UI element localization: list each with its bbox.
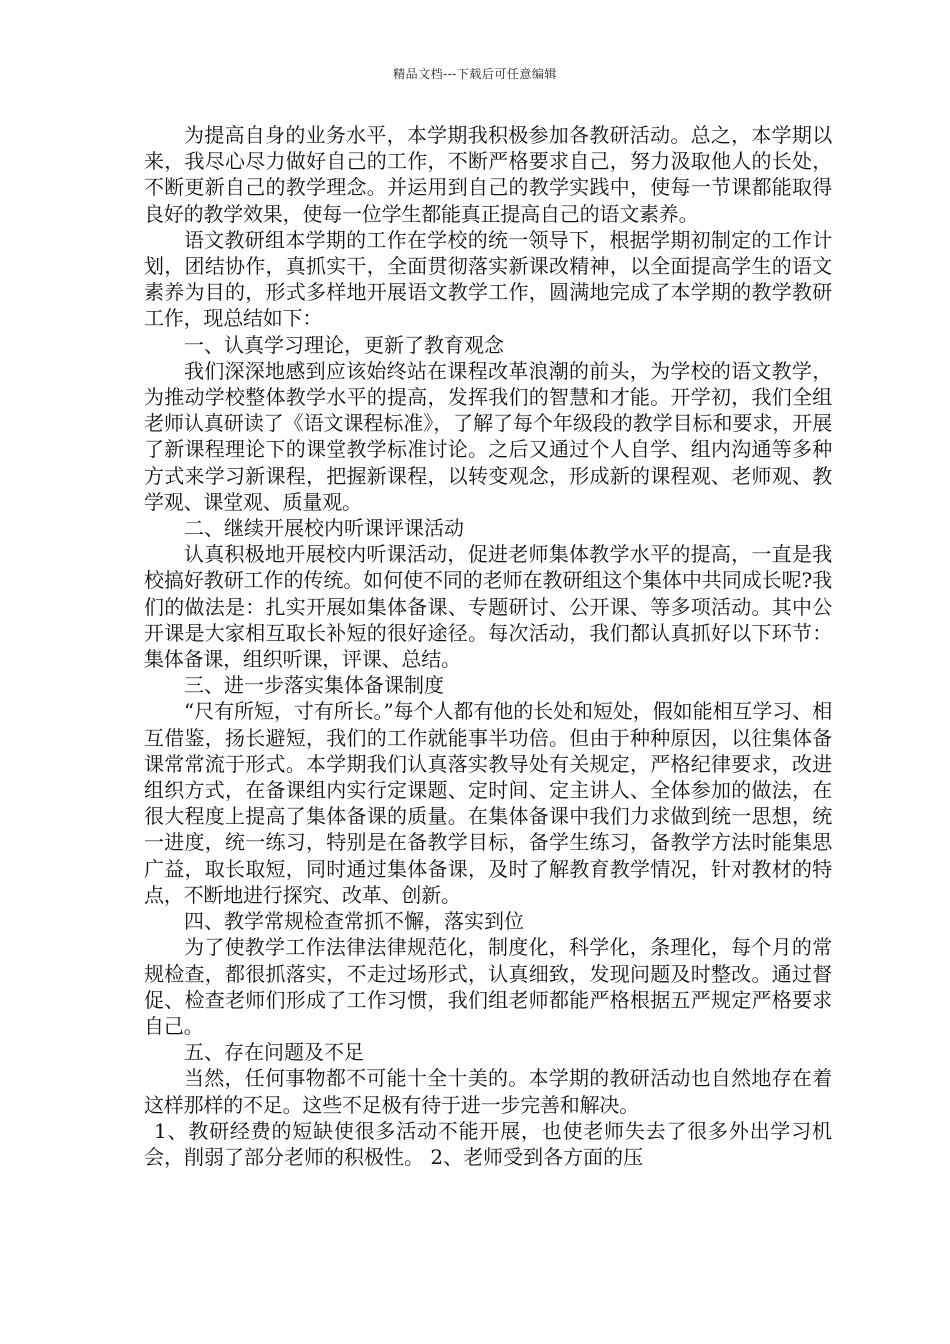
paragraph: 认真积极地开展校内听课活动，促进老师集体教学水平的提高，一直是我校搞好教研工作的传统。如何使不同的老师在教研组这个集体中共同成长呢?我们的做法是：扎实开展如集体备课、专题研讨、公开课、等多项活动。其中公开课是大家相互取长补短的很好途径。每次活动，我们都认真抓好以下环节：集体备课，组织听课，评课、总结。 — [144, 542, 832, 672]
section-heading: 四、教学常规检查常抓不懈，落实到位 — [184, 909, 524, 934]
paragraph: 为了使教学工作法律法律规范化，制度化，科学化，条理化，每个月的常规检查，都很抓落实，不走过场形式，认真细致，发现问题及时整改。通过督促、检查老师们形成了工作习惯，我们组老师都能严格根据五严规定严格要求自己。 — [144, 935, 832, 1038]
paragraph: “尺有所短，寸有所长。”每个人都有他的长处和短处，假如能相互学习、相互借鉴，扬长避短，我们的工作就能事半功倍。但由于种种原因，以往集体备课常常流于形式。本学期我们认真落实教导处有关规定，严格纪律要求，改进组织方式，在备课组内实行定课题、定时间、定主讲人、全体参加的做法，在很大程度上提高了集体备课的质量。在集体备课中我们力求做到统一思想，统一进度，统一练习，特别是在备教学目标，备学生练习，备教学方法时能集思广益，取长取短，同时通过集体备课，及时了解教育教学情况，针对教材的特点，不断地进行探究、改革、创新。 — [144, 699, 832, 907]
page-header: 精品文档---下载后可任意编辑 — [393, 67, 557, 81]
section-heading: 一、认真学习理论，更新了教育观念 — [184, 332, 504, 357]
section-heading: 三、进一步落实集体备课制度 — [184, 673, 444, 698]
paragraph: 我们深深地感到应该始终站在课程改革浪潮的前头，为学校的语文教学，为推动学校整体教学水平的提高，发挥我们的智慧和才能。开学初，我们全组老师认真研读了《语文课程标准》，了解了每个年级段的教学目标和要求，开展了新课程理论下的课堂教学标准讨论。之后又通过个人自学、组内沟通等多种方式来学习新课程，把握新课程，以转变观念，形成新的课程观、老师观、教学观、课堂观、质量观。 — [144, 358, 832, 514]
section-heading: 二、继续开展校内听课评课活动 — [184, 516, 464, 541]
paragraph: 1、教研经费的短缺使很多活动不能开展，也使老师失去了很多外出学习机会，削弱了部分老师的积极性。 2、老师受到各方面的压 — [144, 1118, 832, 1169]
paragraph: 为提高自身的业务水平，本学期我积极参加各教研活动。总之，本学期以来，我尽心尽力做好自己的工作，不断严格要求自己，努力汲取他人的长处，不断更新自己的教学理念。并运用到自己的教学实践中，使每一节课都能取得良好的教学效果，使每一位学生都能真正提高自己的语文素养。 — [144, 123, 832, 226]
section-heading: 五、存在问题及不足 — [184, 1040, 364, 1065]
paragraph: 当然，任何事物都不可能十全十美的。本学期的教研活动也自然地存在着这样那样的不足。这些不足极有待于进一步完善和解决。 — [144, 1066, 832, 1117]
paragraph: 语文教研组本学期的工作在学校的统一领导下，根据学期初制定的工作计划，团结协作，真抓实干，全面贯彻落实新课改精神，以全面提高学生的语文素养为目的，形式多样地开展语文教学工作，圆满地完成了本学期的教学教研工作，现总结如下： — [144, 227, 832, 331]
document-body — [144, 122, 832, 1170]
